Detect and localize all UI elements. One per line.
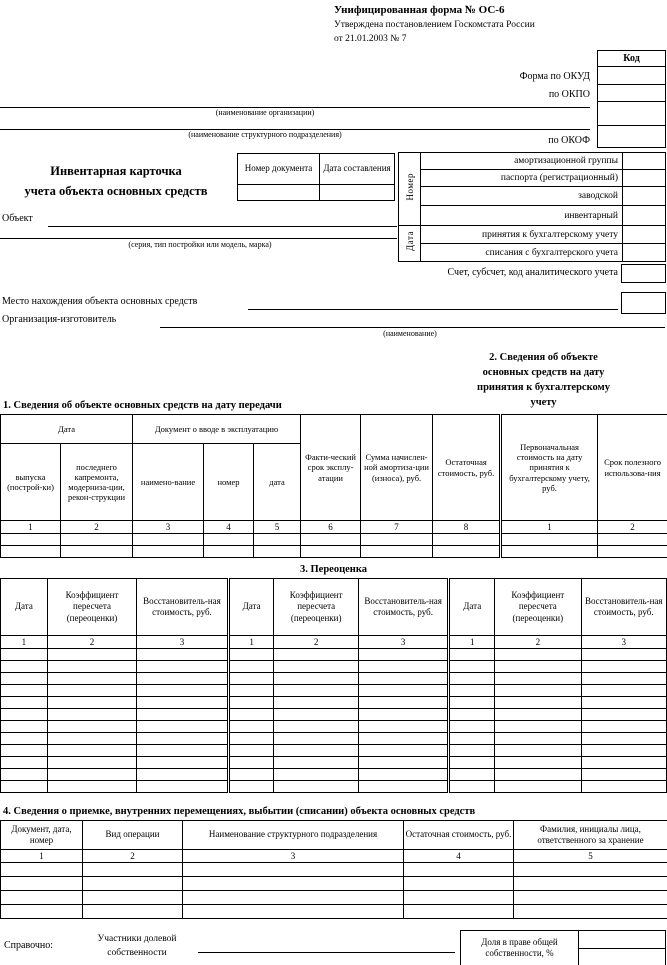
s4-col3-header: Наименование структурного подразделения bbox=[183, 821, 404, 850]
s1-col4-header: номер bbox=[204, 444, 254, 521]
s2-col1-header: Первоначальная стоимость на дату принятия к бухгалтерскому учету, руб. bbox=[501, 415, 598, 521]
s1-empty-row bbox=[1, 534, 667, 546]
section3-title: 3. Переоценка bbox=[300, 564, 367, 575]
okud-code-cell bbox=[598, 67, 666, 85]
account-label: Счет, субсчет, код аналитического учета bbox=[447, 267, 618, 278]
s3-empty-row bbox=[1, 673, 667, 685]
doc-number-cell bbox=[238, 185, 320, 201]
date-group-label: Дата bbox=[404, 231, 415, 251]
object-line2 bbox=[0, 238, 397, 239]
s3-empty-row bbox=[1, 685, 667, 697]
s4-empty-row bbox=[1, 877, 667, 891]
s1-col2-header: последнего капремонта, модерниза-ции, рекон-струкции bbox=[61, 444, 133, 521]
attributes-table bbox=[398, 152, 666, 262]
s4-col4-header: Остаточная стоимость, руб. bbox=[404, 821, 514, 850]
s4-empty-row bbox=[1, 905, 667, 919]
attr-label-passport: паспорта (регистрационный) bbox=[421, 170, 623, 187]
share-label-cell: Доля в праве общей собственности, % bbox=[461, 931, 579, 965]
s3-empty-row bbox=[1, 709, 667, 721]
object-caption: (серия, тип постройки или модель, марка) bbox=[128, 240, 272, 249]
share-value-cell-1 bbox=[579, 931, 666, 949]
reference-label: Справочно: bbox=[4, 940, 54, 951]
attr-value-depreciation-group bbox=[623, 153, 666, 170]
s3-empty-row bbox=[1, 769, 667, 781]
okpo-label: по ОКПО bbox=[548, 89, 590, 100]
subdivision-caption: (наименование структурного подразделения) bbox=[188, 130, 342, 139]
attr-value-written-off bbox=[623, 244, 666, 262]
attr-label-inventory: инвентарный bbox=[421, 206, 623, 226]
section4-table bbox=[0, 820, 667, 919]
s3-numbering-row: 1 2 3 1 2 3 1 2 3 bbox=[1, 636, 667, 649]
code-column bbox=[597, 50, 666, 148]
card-title bbox=[0, 161, 232, 201]
s1-col6-header: Факти-ческий срок эксплу-атации bbox=[301, 415, 361, 521]
doc-number-header: Номер документа bbox=[238, 154, 320, 185]
participants-label: Участники долевой собственности bbox=[97, 934, 177, 959]
s3-cost-header-1: Восстановитель-ная стоимость, руб. bbox=[137, 579, 229, 636]
s2-col2-header: Срок полезного использова-ния bbox=[598, 415, 667, 521]
manufacturer-label: Организация-изготовитель bbox=[2, 314, 117, 325]
attr-label-written-off: списания с бухгалтерского учета bbox=[421, 244, 623, 262]
s3-cost-header-2: Восстановитель-ная стоимость, руб. bbox=[358, 579, 448, 636]
location-code-box bbox=[621, 292, 666, 314]
s1-group-doc: Документ о вводе в эксплуатацию bbox=[133, 415, 301, 444]
s1-col7-header: Сумма начислен-ной амортиза-ции (износа), руб. bbox=[361, 415, 433, 521]
s3-cost-header-3: Восстановитель-ная стоимость, руб. bbox=[581, 579, 666, 636]
section1-title: 1. Сведения об объекте основных средств на дату передачи bbox=[3, 400, 282, 411]
participants-line1 bbox=[198, 952, 455, 953]
s3-empty-row bbox=[1, 649, 667, 661]
number-group-cell bbox=[399, 153, 421, 226]
s1-group-date: Дата bbox=[1, 415, 133, 444]
okof-label: по ОКОФ bbox=[548, 135, 590, 146]
approved-date: от 21.01.2003 № 7 bbox=[334, 33, 407, 44]
section2-title-line3: принятия к бухгалтерскому bbox=[477, 382, 610, 393]
s1-col3-header: наимено-вание bbox=[133, 444, 204, 521]
organization-caption: (наименование организации) bbox=[215, 108, 315, 117]
s4-numbering-row: 1 2 3 4 5 bbox=[1, 850, 667, 863]
s3-date-header-1: Дата bbox=[1, 579, 48, 636]
share-table bbox=[460, 930, 666, 965]
approval-block bbox=[334, 3, 644, 46]
section3-table bbox=[0, 578, 667, 793]
s1-empty-row bbox=[1, 546, 667, 558]
attr-value-factory bbox=[623, 187, 666, 206]
okud-label: Форма по ОКУД bbox=[519, 71, 590, 82]
section2-title-line2: основных средств на дату bbox=[482, 367, 605, 378]
section2-title-line1: 2. Сведения об объекте bbox=[489, 352, 598, 363]
location-label: Место нахождения объекта основных средств bbox=[2, 296, 198, 307]
doc-date-cell bbox=[320, 185, 395, 201]
attr-label-factory: заводской bbox=[421, 187, 623, 206]
attr-value-accepted bbox=[623, 226, 666, 244]
approved-by: Утверждена постановлением Госкомстата России bbox=[334, 19, 535, 30]
s3-date-header-3: Дата bbox=[449, 579, 495, 636]
manufacturer-line bbox=[160, 327, 665, 328]
s3-empty-row bbox=[1, 721, 667, 733]
s3-empty-row bbox=[1, 697, 667, 709]
s3-coef-header-1: Коэффициент пересчета (переоценки) bbox=[47, 579, 136, 636]
s4-col2-header: Вид операции bbox=[83, 821, 183, 850]
attr-label-depreciation-group: амортизационной группы bbox=[421, 153, 623, 170]
doc-number-date-table bbox=[237, 153, 395, 201]
s3-date-header-2: Дата bbox=[228, 579, 274, 636]
number-group-label: Номер bbox=[404, 172, 415, 201]
form-code-title: Унифицированная форма № ОС-6 bbox=[334, 4, 505, 16]
object-label: Объект bbox=[2, 213, 33, 224]
blank-code-cell bbox=[598, 102, 666, 126]
s3-empty-row bbox=[1, 745, 667, 757]
section1-table bbox=[0, 414, 667, 558]
s4-col5-header: Фамилия, инициалы лица, ответственного за хранение bbox=[514, 821, 667, 850]
manufacturer-caption: (наименование) bbox=[383, 329, 437, 338]
s4-col1-header: Документ, дата, номер bbox=[1, 821, 83, 850]
share-value-cell-2 bbox=[579, 948, 666, 965]
s3-empty-row bbox=[1, 757, 667, 769]
okpo-code-cell bbox=[598, 85, 666, 102]
section2-title-line4: учету bbox=[530, 397, 557, 408]
card-title-line1: Инвентарная карточка bbox=[50, 164, 182, 178]
date-group-cell bbox=[399, 226, 421, 262]
code-header-cell: Код bbox=[598, 51, 666, 67]
attr-label-accepted: принятия к бухгалтерскому учету bbox=[421, 226, 623, 244]
s3-coef-header-3: Коэффициент пересчета (переоценки) bbox=[495, 579, 581, 636]
location-line bbox=[248, 309, 618, 310]
s1-numbering-row: 1 2 3 4 5 6 7 8 1 2 bbox=[1, 521, 667, 534]
attr-value-passport bbox=[623, 170, 666, 187]
s1-col5-header: дата bbox=[254, 444, 301, 521]
attr-value-inventory bbox=[623, 206, 666, 226]
account-value-box bbox=[621, 264, 666, 283]
s3-empty-row bbox=[1, 661, 667, 673]
s1-col1-header: выпуска (построй-ки) bbox=[1, 444, 61, 521]
section4-title: 4. Сведения о приемке, внутренних перемещениях, выбытии (списании) объекта основных средств bbox=[3, 806, 476, 817]
s3-coef-header-2: Коэффициент пересчета (переоценки) bbox=[274, 579, 358, 636]
s4-empty-row bbox=[1, 891, 667, 905]
card-title-line2: учета объекта основных средств bbox=[24, 184, 208, 198]
object-line bbox=[48, 226, 397, 227]
section2-title bbox=[420, 350, 667, 410]
s4-empty-row bbox=[1, 863, 667, 877]
okof-code-cell bbox=[598, 126, 666, 148]
doc-date-header: Дата составления bbox=[320, 154, 395, 185]
s3-empty-row bbox=[1, 781, 667, 793]
s1-col8-header: Остаточная стоимость, руб. bbox=[433, 415, 501, 521]
s3-empty-row bbox=[1, 733, 667, 745]
